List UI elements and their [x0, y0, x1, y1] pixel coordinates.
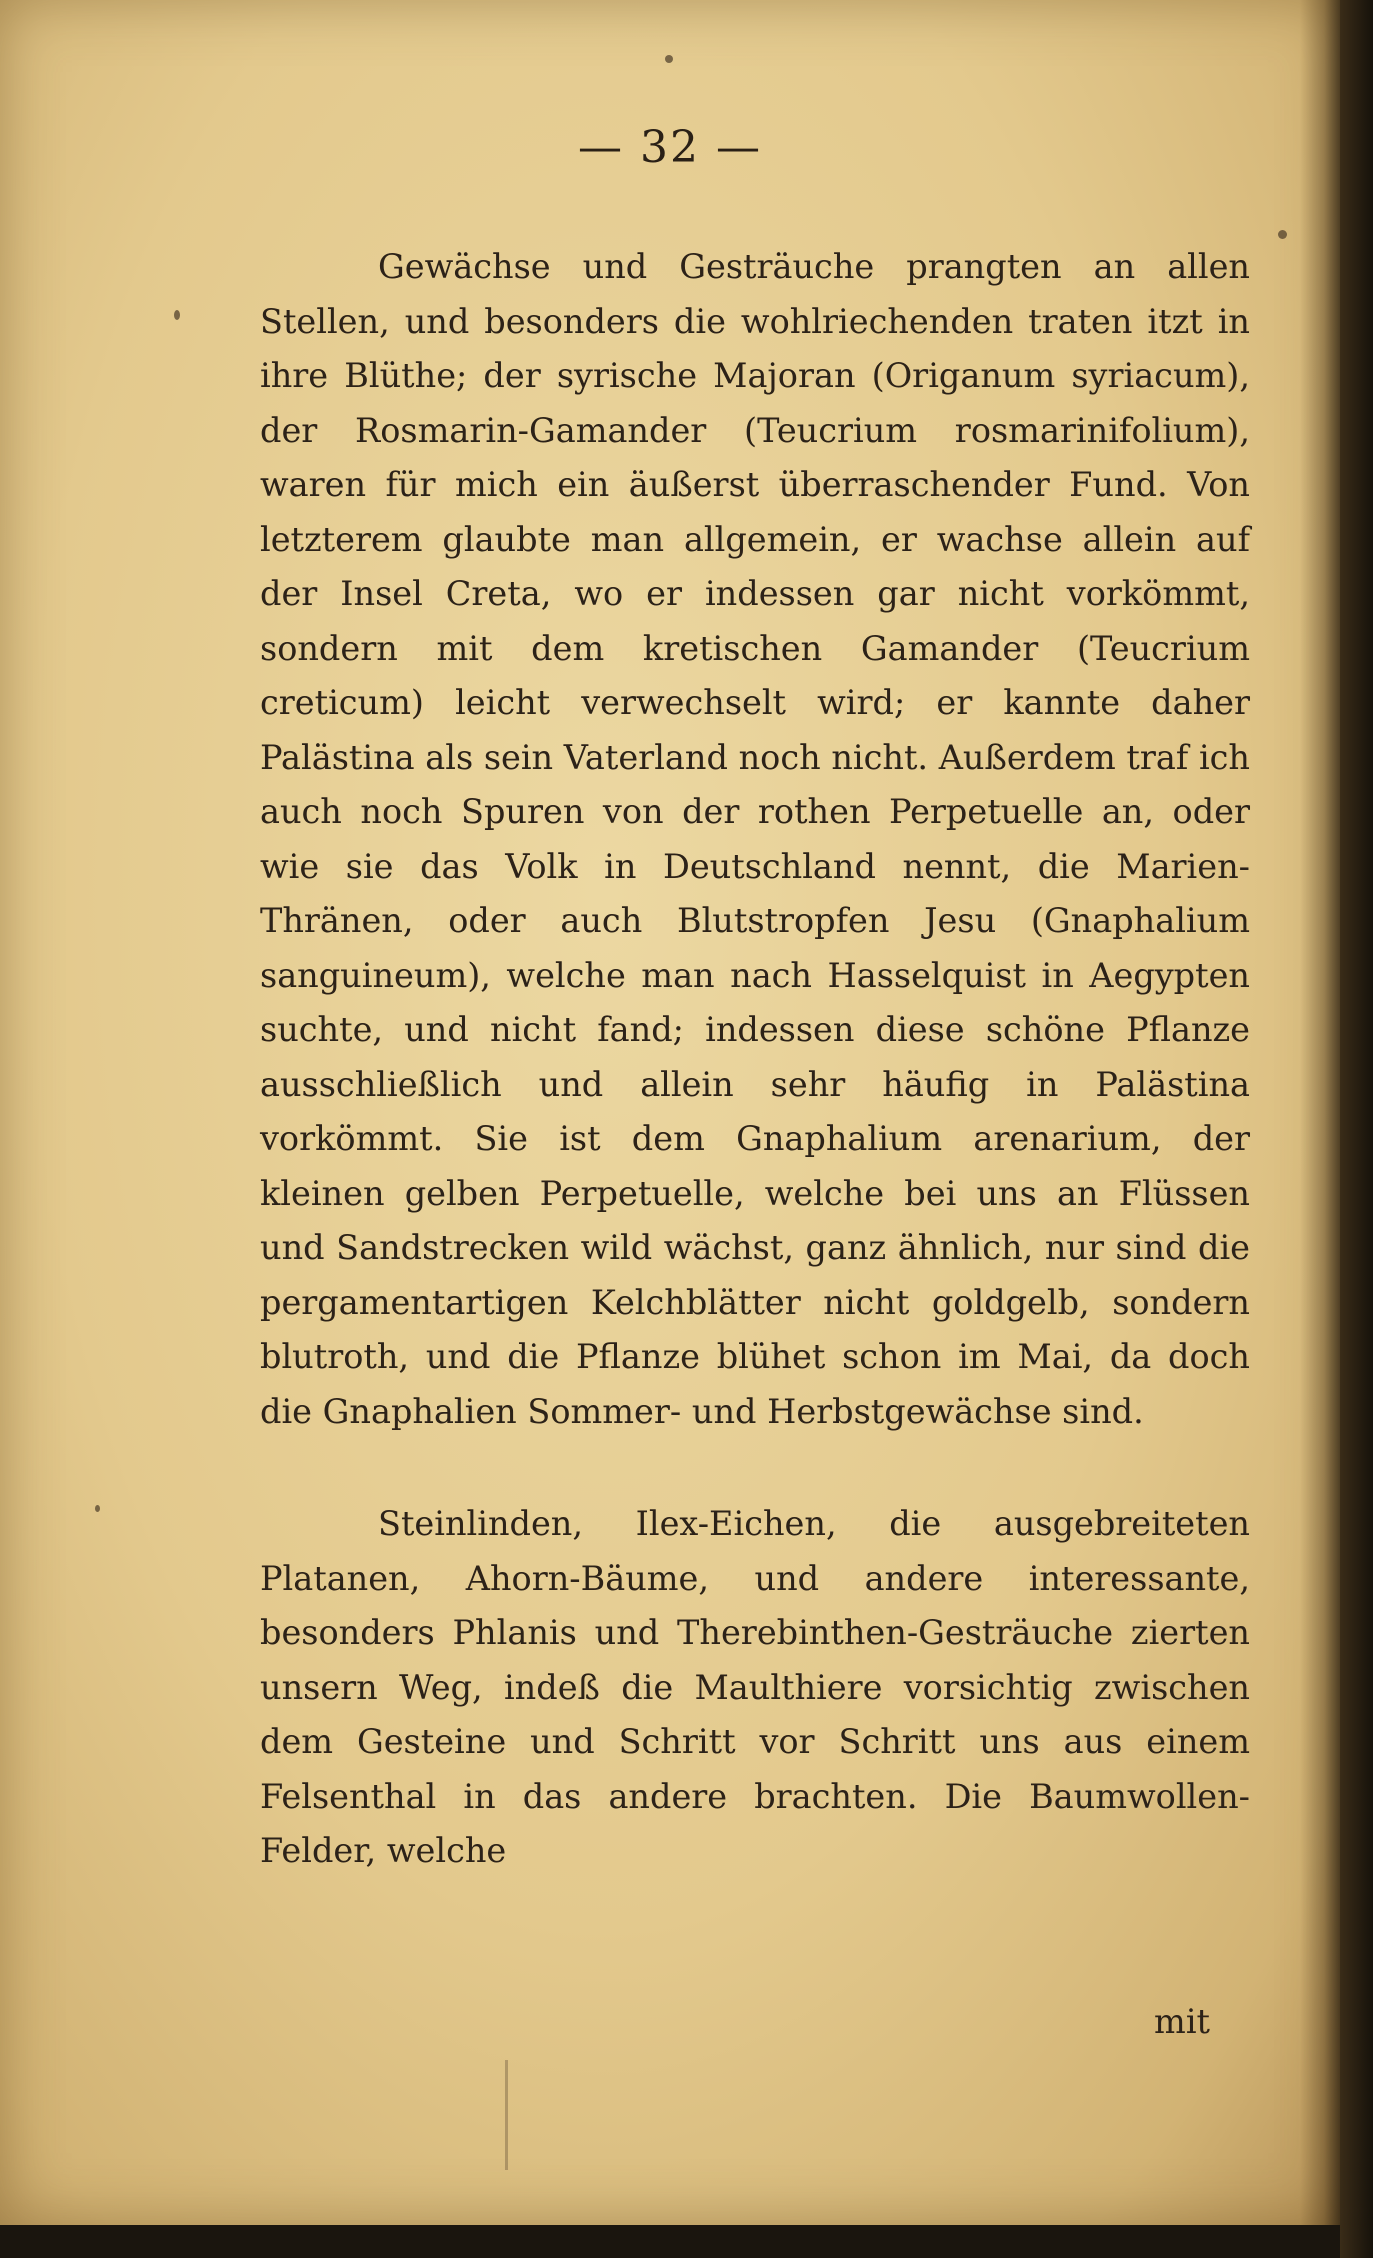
paragraph-plants: Gewächse und Gesträuche prangten an allen Stellen, und besonders die wohlriechenden traten itzt in ihre Blüthe; der syrische Majoran (Origanum syriacum), der Rosmarin-Gamander (Teucrium rosmarinifolium), waren für mich ein äußerst überraschender Fund. Von letzterem glaubte man allgemein, er wachse allein auf der Insel Creta, wo er indessen gar nicht vorkömmt, sondern mit dem kretischen Gamander (Teucrium creticum) leicht verwechselt wird; er kannte daher Palästina als sein Vaterland noch nicht. Außerdem traf ich auch noch Spuren von der rothen Perpetuelle an, oder wie sie das Volk in Deutschland nennt, die Marien-Thränen, oder auch Blutstropfen Jesu (Gnaphalium sanguineum), welche man nach Hasselquist in Aegypten suchte, und nicht fand; indessen diese schöne Pflanze ausschließlich und allein sehr häufig in Palästina vorkömmt. Sie ist dem Gnaphalium arenarium, der kleinen gelben Perpetuelle, welche bei uns an Flüssen und Sandstrecken wild wächst, ganz ähnlich, nur sind die pergamentartigen Kelchblätter nicht goldgelb, sondern blutroth, und die Pflanze blühet schon im Mai, da doch die Gnaphalien Sommer- und Herbstgewächse sind.: [260, 247, 1250, 1431]
ink-spot: [1278, 230, 1287, 239]
catchword: mit: [1154, 2002, 1210, 2041]
binding-shadow: [1340, 0, 1373, 2258]
page-edge-shadow: [1300, 0, 1340, 2225]
page-number: — 32 —: [578, 122, 762, 173]
ink-spot: [95, 1505, 100, 1512]
paragraph-trees: Steinlinden, Ilex-Eichen, die ausgebreiteten Platanen, Ahorn-Bäume, und andere interessante, besonders Phlanis und Therebinthen-Gesträuche zierten unsern Weg, indeß die Maulthiere vorsichtig zwischen dem Gesteine und Schritt vor Schritt uns aus einem Felsenthal in das andere brachten. Die Baumwollen-Felder, welche: [260, 1504, 1250, 1870]
ink-spot: [665, 55, 673, 63]
ink-spot: [174, 310, 180, 320]
margin-pencil-mark: [505, 2060, 508, 2170]
body-text: [260, 240, 1250, 1879]
